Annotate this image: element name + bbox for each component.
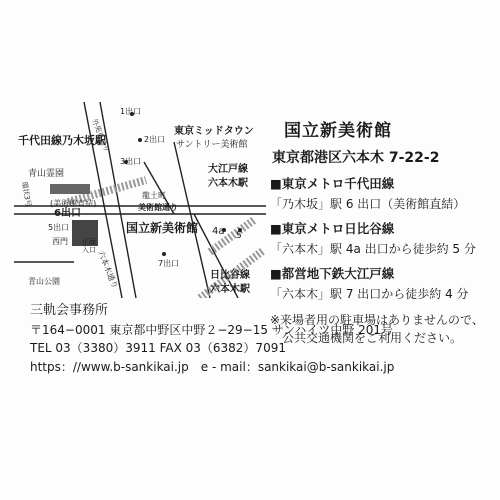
access-line-hibiya: ■東京メトロ日比谷線: [270, 221, 395, 236]
access-line-chiyoda: ■東京メトロ千代田線: [270, 176, 395, 191]
aoyama-reien-label: 青山霊園: [28, 169, 65, 179]
access-line-oedo: ■都営地下鉄大江戸線: [270, 266, 395, 281]
aoyama-koen-label: 青山公園: [28, 277, 60, 286]
exit-6-label: 6出口: [54, 208, 81, 219]
iriguchi-label: 入口: [82, 246, 96, 254]
office-name: 三軌会事務所: [30, 303, 109, 318]
suntory-label: サントリー美術館: [176, 140, 248, 150]
venue-address: 東京都港区六本木 7-22-2: [272, 150, 440, 166]
nogizaka-station-block: [50, 184, 90, 194]
kanjo-label: 環状3号: [20, 180, 33, 208]
exit-4a-label: 4a: [212, 226, 225, 237]
parking-note-line-1: ※来場者用の駐車場はありませんので、: [270, 313, 484, 327]
gaien-higashi-label: 外苑東通り: [90, 117, 111, 154]
office-address: 〒164−0001 東京都中野区中野２−29−15 サンハイツ中野 201号: [30, 322, 394, 337]
bijutsukan-dori-label: 美術館通り: [138, 203, 178, 212]
office-tel-fax: TEL 03（3380）3911 FAX 03（6382）7091: [30, 341, 286, 355]
nact-map-label: 国立新美術館: [126, 221, 199, 235]
hibiya-label: 日比谷線: [210, 270, 250, 281]
tokyo-midtown-label: 東京ミッドタウン: [174, 126, 254, 137]
oedo-label: 大江戸線: [208, 164, 248, 175]
exit-1-label: 1出口: [120, 107, 142, 116]
exit-5-label: 5: [236, 231, 242, 241]
access-direction-chiyoda: 「乃木坂」駅 6 出口（美術館直結）: [270, 197, 466, 211]
exit-3-label: 3出口: [120, 157, 142, 166]
bijutsukan-chokketsu-label: (美術館直結): [50, 199, 97, 208]
exit-7-label: 7出口: [158, 259, 180, 268]
exit-2-label: 2出口: [144, 135, 166, 144]
exit-5-west-label: 5出口: [48, 223, 70, 232]
roppongi-dori-label: 六本木通り: [96, 249, 120, 290]
seimon-label: 西門: [52, 237, 68, 246]
shomen-label: 正面: [82, 238, 96, 246]
access-direction-hibiya: 「六本木」駅 4a 出口から徒歩約 5 分: [270, 242, 476, 256]
access-map: [14, 102, 266, 298]
roppongi-hibiya-label: 六本木駅: [210, 284, 250, 295]
ryudocho-label: 龍土町: [142, 191, 166, 200]
parking-note-line-2: 公共交通機関をご利用ください。: [282, 331, 463, 345]
roppongi-oedo-label: 六本木駅: [208, 178, 248, 189]
office-contact: [30, 302, 490, 376]
chiyoda-nogizaka-label: 千代田線乃木坂駅: [18, 134, 106, 147]
venue-title: 国立新美術館: [284, 121, 392, 141]
office-web-email: https：//www.b-sankikai.jp e - mail：sankikai@b-sankikai.jp: [30, 359, 395, 374]
access-direction-oedo: 「六本木」駅 7 出口から徒歩約 4 分: [270, 287, 469, 301]
